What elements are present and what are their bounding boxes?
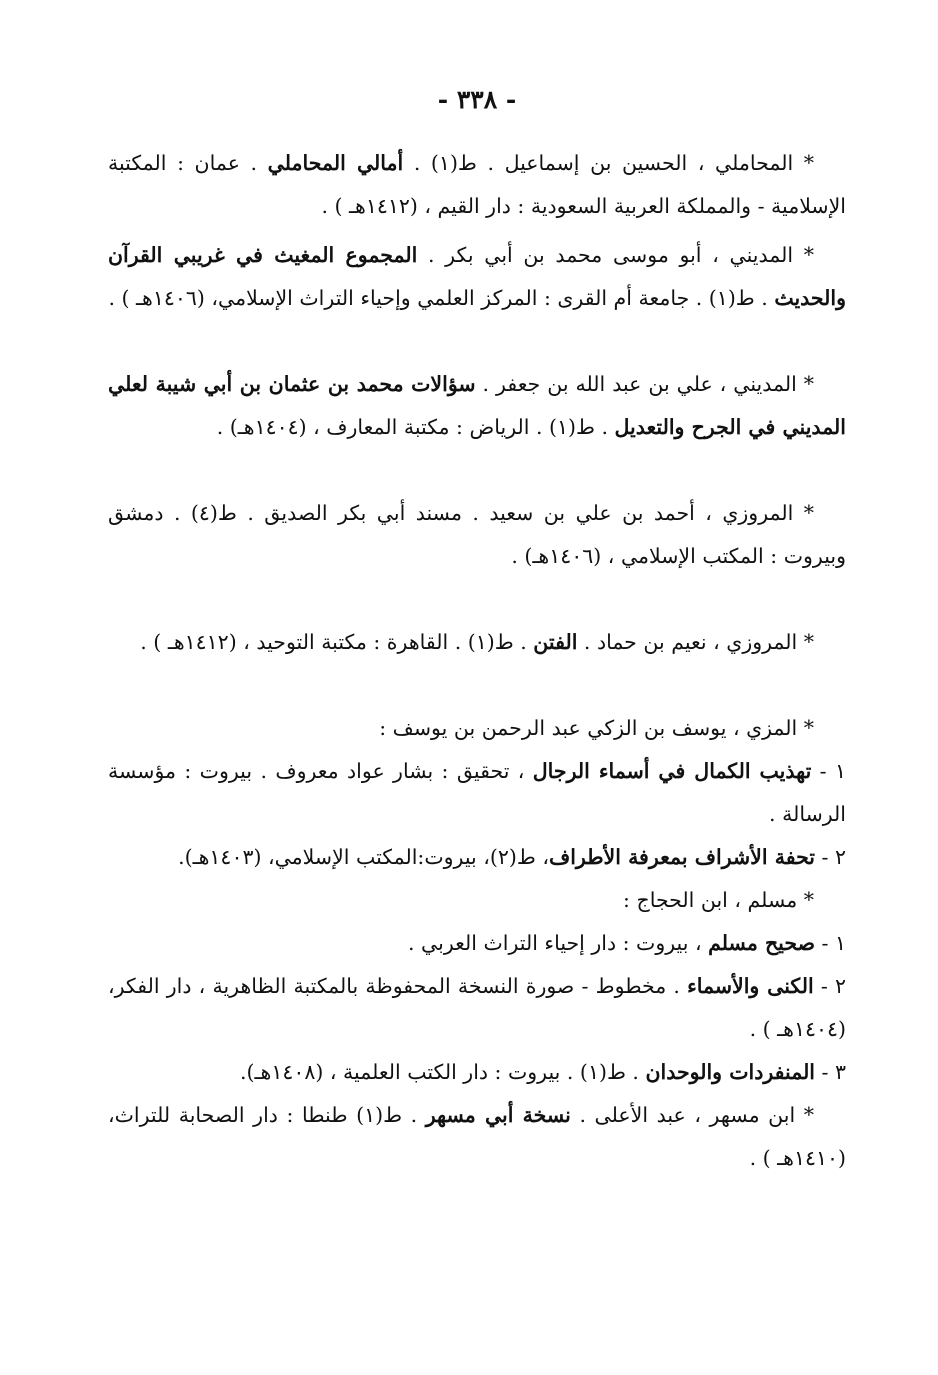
bibliography-author-heading: * المزي ، يوسف بن الزكي عبد الرحمن بن يوسف : xyxy=(379,716,814,740)
bibliography-subentry: ١ - صحيح مسلم ، بيروت : دار إحياء التراث العربي . xyxy=(408,931,846,955)
bibliography-list xyxy=(108,142,846,1180)
bibliography-subentry: ٢ - تحفة الأشراف بمعرفة الأطراف، ط(٢)، بيروت:المكتب الإسلامي، (١٤٠٣هـ). xyxy=(178,845,846,869)
bibliography-entry: * المديني ، علي بن عبد الله بن جعفر . سؤالات محمد بن عثمان بن أبي شيبة لعلي المديني في الجرح والتعديل . ط(١) . الرياض : مكتبة المعارف ، (١٤٠٤هـ) . xyxy=(108,372,846,439)
bibliography-entry: * المحاملي ، الحسين بن إسماعيل . ط(١) . أمالي المحاملي . عمان : المكتبة الإسلامية - والمملكة العربية السعودية : دار القيم ، (١٤١٢هـ ) . xyxy=(108,151,846,218)
bibliography-entry: * المروزي ، أحمد بن علي بن سعيد . مسند أبي بكر الصديق . ط(٤) . دمشق وبيروت : المكتب الإسلامي ، (١٤٠٦هـ) . xyxy=(108,501,846,568)
bibliography-subentry: ١ - تهذيب الكمال في أسماء الرجال ، تحقيق : بشار عواد معروف . بيروت : مؤسسة الرسالة . xyxy=(108,759,846,826)
page-number: - ٣٣٨ - xyxy=(437,85,517,114)
bibliography-author-heading: * مسلم ، ابن الحجاج : xyxy=(623,888,814,912)
bibliography-subentry: ٢ - الكنى والأسماء . مخطوط - صورة النسخة المحفوظة بالمكتبة الظاهرية ، دار الفكر، (١٤٠٤هـ ) . xyxy=(108,974,846,1041)
bibliography-entry: * المروزي ، نعيم بن حماد . الفتن . ط(١) . القاهرة : مكتبة التوحيد ، (١٤١٢هـ ) . xyxy=(140,630,814,654)
bibliography-entry: * المديني ، أبو موسى محمد بن أبي بكر . المجموع المغيث في غريبي القرآن والحديث . ط(١) . جامعة أم القرى : المركز العلمي وإحياء التراث الإسلامي، (١٤٠٦هـ ) . xyxy=(108,243,846,310)
bibliography-entry: * ابن مسهر ، عبد الأعلى . نسخة أبي مسهر . ط(١) طنطا : دار الصحابة للتراث، (١٤١٠هـ ) . xyxy=(108,1103,846,1170)
bibliography-subentry: ٣ - المنفردات والوحدان . ط(١) . بيروت : دار الكتب العلمية ، (١٤٠٨هـ). xyxy=(240,1060,846,1084)
